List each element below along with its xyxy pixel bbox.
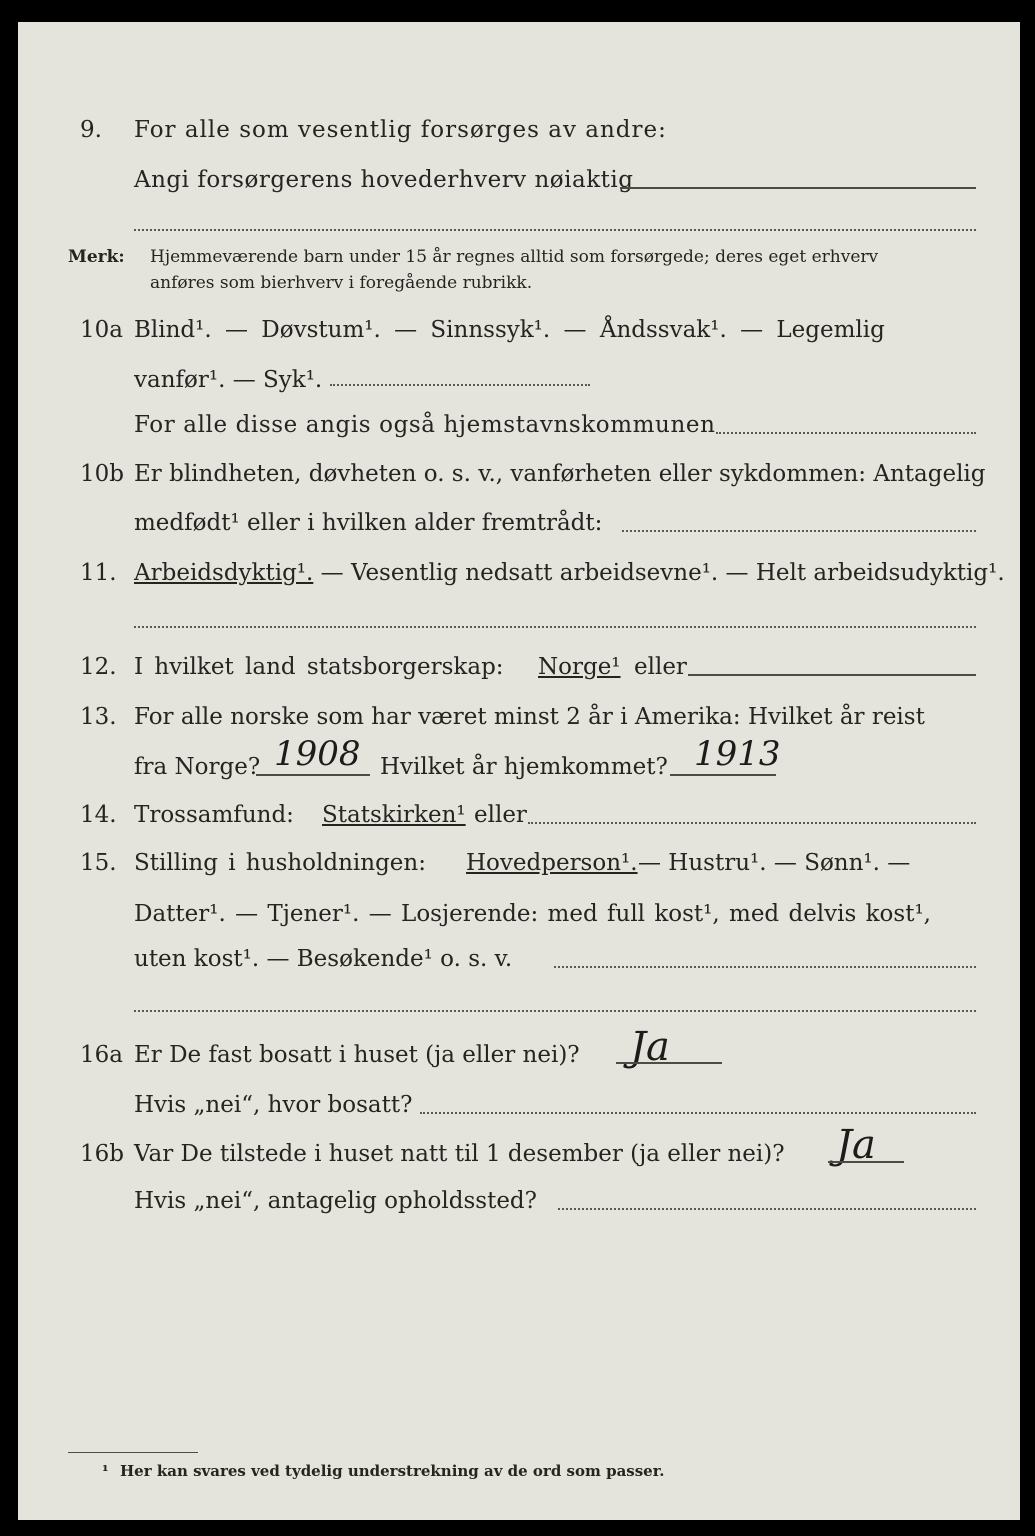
q11-extra-line (134, 626, 976, 628)
q15-number: 15. (80, 850, 117, 876)
q14-prefix: Trossamfund: (134, 802, 294, 828)
q10b-answer-line (622, 530, 976, 532)
q10a-line1: Blind¹. — Døvstum¹. — Sinnssyk¹. — Åndssvak¹. — Legemlig (134, 317, 885, 343)
q12-suffix: eller (634, 654, 687, 680)
q11-number: 11. (80, 560, 117, 586)
q15-underlined-option: Hovedperson¹. (466, 850, 638, 876)
q12-underlined-option: Norge¹ (538, 654, 621, 680)
q16a-answer-line (616, 1062, 722, 1064)
q12-answer-line (688, 674, 976, 676)
q16b-opholdssted-line (558, 1208, 976, 1210)
q13-line1: For alle norske som har været minst 2 år i Amerika: Hvilket år reist (134, 704, 925, 730)
q10a-hjemstavn-line (716, 432, 976, 434)
q14-underlined-option: Statskirken¹ (322, 802, 466, 828)
q13-answer-reist: 1908 (274, 734, 361, 774)
q16a-line1: Er De fast bosatt i huset (ja eller nei)? (134, 1042, 580, 1068)
footnote-text: Her kan svares ved tydelig understrekning av de ord som passer. (120, 1462, 665, 1480)
q11-rest: — Vesentlig nedsatt arbeidsevne¹. — Helt arbeidsudyktig¹. (313, 560, 1005, 586)
q15-line3: uten kost¹. — Besøkende¹ o. s. v. (134, 946, 513, 972)
q13-line2a: fra Norge? (134, 754, 261, 780)
q10a-line3: For alle disse angis også hjemstavnskommunen (134, 412, 716, 438)
merk-line2: anføres som bierhverv i foregående rubrikk. (150, 273, 533, 293)
q9-line1: For alle som vesentlig forsørges av andre: (134, 117, 667, 143)
q16b-number: 16b (80, 1141, 124, 1167)
footnote-marker: ¹ (102, 1462, 109, 1480)
footnote-rule (68, 1452, 198, 1453)
q12-prefix: I hvilket land statsborgerskap: (134, 654, 504, 680)
q9-answer-line (620, 187, 976, 189)
q10b-line1: Er blindheten, døvheten o. s. v., vanførheten eller sykdommen: Antagelig (134, 461, 986, 487)
q16b-answer-line (828, 1161, 904, 1163)
q14-suffix: eller (474, 802, 527, 828)
q13-number: 13. (80, 704, 117, 730)
census-form-page (18, 22, 1020, 1520)
q15-line2: Datter¹. — Tjener¹. — Losjerende: med full kost¹, med delvis kost¹, (134, 901, 931, 927)
q10a-syk-line (330, 384, 590, 386)
q12-number: 12. (80, 654, 117, 680)
q16a-number: 16a (80, 1042, 123, 1068)
q9-number: 9. (80, 117, 102, 143)
q16a-bosatt-line (420, 1112, 976, 1114)
q10a-number: 10a (80, 317, 123, 343)
q16a-line2: Hvis „nei“, hvor bosatt? (134, 1092, 413, 1118)
q13-reist-line (256, 774, 370, 776)
q10b-line2: medfødt¹ eller i hvilken alder fremtrådt: (134, 510, 603, 536)
q14-answer-line (528, 822, 976, 824)
q9-extra-line (134, 229, 976, 231)
q16b-line2: Hvis „nei“, antagelig opholdssted? (134, 1188, 537, 1214)
q11-underlined-option: Arbeidsdyktig¹. (134, 560, 314, 586)
merk-line1: Hjemmeværende barn under 15 år regnes alltid som forsørgede; deres eget erhverv (150, 247, 879, 267)
q14-number: 14. (80, 802, 117, 828)
q16a-answer: Ja (630, 1024, 670, 1070)
q10b-number: 10b (80, 461, 124, 487)
q15-extra-line (134, 1010, 976, 1012)
q15-line1-rest: — Hustru¹. — Sønn¹. — (638, 850, 911, 876)
q10a-line2: vanfør¹. — Syk¹. (134, 367, 323, 393)
q13-line2b: Hvilket år hjemkommet? (380, 754, 668, 780)
q11-text (134, 558, 1005, 588)
merk-label: Merk: (68, 247, 125, 267)
q13-hjem-line (670, 774, 776, 776)
q16b-answer: Ja (836, 1122, 876, 1168)
q16b-line1: Var De tilstede i huset natt til 1 desember (ja eller nei)? (134, 1141, 785, 1167)
q13-answer-hjem: 1913 (694, 734, 781, 774)
q15-answer-line (554, 966, 976, 968)
q15-prefix: Stilling i husholdningen: (134, 850, 426, 876)
q9-line2: Angi forsørgerens hovederhverv nøiaktig (134, 167, 634, 193)
